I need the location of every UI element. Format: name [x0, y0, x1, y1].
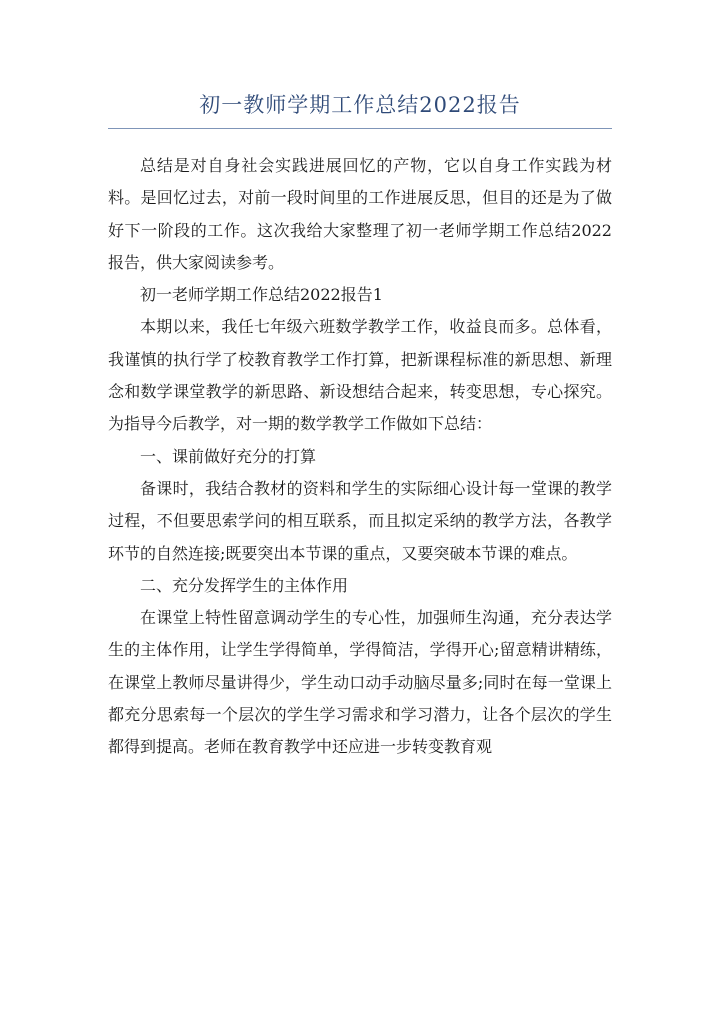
paragraph-overview: 本期以来，我任七年级六班数学教学工作，收益良而多。总体看，我谨慎的执行学了校教育教学工作打算，把新课程标准的新思想、新理念和数学课堂教学的新思路、新设想结合起来，转变思想，专心探究。为指导今后教学，对一期的数学教学工作做如下总结：	[108, 317, 612, 434]
paragraph-intro: 总结是对自身社会实践进展回忆的产物，它以自身工作实践为材料。是回忆过去，对前一段时间里的工作进展反思，但目的还是为了做好下一阶段的工作。这次我给大家整理了初一老师学期工作总结2022报告，供大家阅读参考。	[108, 156, 612, 272]
document-body	[108, 150, 612, 764]
title-divider	[108, 128, 612, 129]
section-heading-report-1: 初一老师学期工作总结2022报告1	[140, 285, 383, 305]
paragraph-student-role: 在课堂上特性留意调动学生的专心性，加强师生沟通，充分表达学生的主体作用，让学生学得简单，学得简洁，学得开心;留意精讲精练，在课堂上教师尽量讲得少，学生动口动手动脑尽量多;同时在每一堂课上都充分思索每一个层次的学生学习需求和学习潜力，让各个层次的学生都得到提高。老师在教育教学中还应进一步转变教育观	[108, 608, 612, 757]
section-heading-preparation: 一、课前做好充分的打算	[140, 446, 317, 466]
section-heading-student-role: 二、充分发挥学生的主体作用	[140, 575, 349, 595]
paragraph-lesson-prep: 备课时，我结合教材的资料和学生的实际细心设计每一堂课的教学过程，不但要思索学问的相互联系，而且拟定采纳的教学方法，各教学环节的自然连接;既要突出本节课的重点，又要突破本节课的难点。	[108, 478, 612, 563]
document-title: 初一教师学期工作总结2022报告	[199, 93, 521, 117]
